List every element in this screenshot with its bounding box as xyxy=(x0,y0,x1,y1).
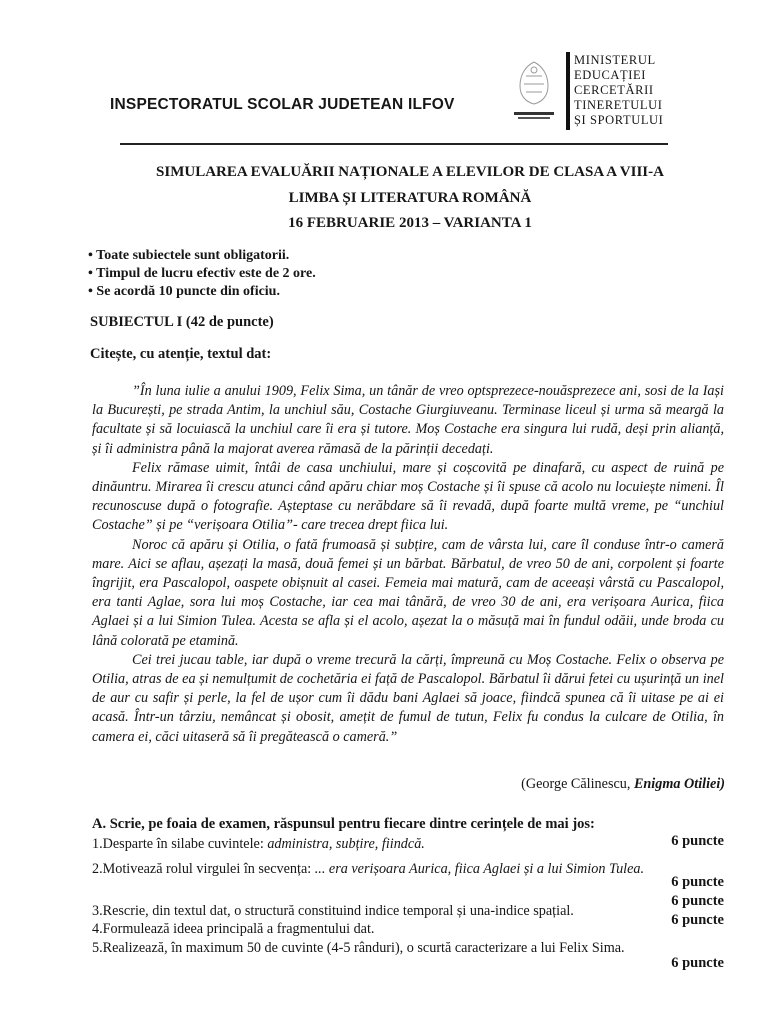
header-divider xyxy=(120,143,668,145)
requirement-2-points: 6 puncte xyxy=(671,874,724,890)
requirement-4-points: 6 puncte xyxy=(671,912,724,928)
ministry-name: MINISTERUL EDUCAȚIEI CERCETĂRII TINERETULUI ȘI SPORTULUI xyxy=(574,53,664,127)
requirement-5-points: 6 puncte xyxy=(671,955,724,971)
text-source xyxy=(430,776,725,793)
source-author: (George Călinescu, xyxy=(521,776,631,792)
rule-item: • Toate subiectele sunt obligatorii. xyxy=(88,248,290,263)
source-work: Enigma Otiliei) xyxy=(633,776,725,792)
requirement-5: 5.Realizează, în maximum 50 de cuvinte (4-5 rânduri), o scurtă caracterizare a lui Felix Sima. xyxy=(92,940,625,956)
read-instruction: Citește, cu atenție, textul dat: xyxy=(90,346,272,362)
literary-text xyxy=(92,382,724,747)
text-paragraph: ”În luna iulie a anului 1909, Felix Sima, un tânăr de vreo optsprezece-nouăsprezece ani, sosi de la Iași la București, pe strada Antim, la unchiul său, Costache Giurgiuveanu. Terminase liceul și urma să meargă la facultate și să locuiască la unchiul care îi era și tutore. Moș Costache era singura lui rudă, deși prin alianță, și îi administra până la majorat averea rămasă de la părinții decedați. xyxy=(92,383,724,457)
requirement-2: 2.Motivează rolul virgulei în secvența: ... era verișoara Aurica, fiica Aglaei și a lui Simion Tulea. xyxy=(92,861,645,877)
ministry-bar xyxy=(566,52,570,130)
subject-title: LIMBA ȘI LITERATURA ROMÂNĂ xyxy=(288,190,532,206)
text-paragraph: Cei trei jucau table, iar după o vreme trecură la cărți, împreună cu Moș Costache. Felix o observa pe Otilia, atras de ea și nemulțumit de cochetăria ei față de Pascalopol. Bărbatul îi dărui fetei cu ușurință un inel de aur cu safir și perle, la fel de ușor cum îi dădu bani Aglaei să joace, fiindcă spunea că îi uitase pe ai ei acasă. Într-un târziu, nemâncat și obosit, amețit de fumul de tutun, Felix fu condus la culcare de Otilia, în camera ei, căci uitaseră să îi pregătească o cameră.” xyxy=(92,651,724,745)
requirements-heading: A. Scrie, pe foaia de examen, răspunsul pentru fiecare dintre cerințele de mai jos: xyxy=(92,816,595,832)
subject-heading: SUBIECTUL I (42 de puncte) xyxy=(90,314,274,330)
rule-item: • Timpul de lucru efectiv este de 2 ore. xyxy=(88,266,316,281)
requirement-3-points: 6 puncte xyxy=(671,893,724,909)
requirement-1-points: 6 puncte xyxy=(671,833,724,849)
exam-title: SIMULAREA EVALUĂRII NAȚIONALE A ELEVILOR DE CLASA A VIII-A xyxy=(156,164,664,180)
requirement-4: 4.Formulează ideea principală a fragmentului dat. xyxy=(92,921,375,937)
ministry-emblem-icon xyxy=(506,56,562,126)
exam-rules xyxy=(88,247,316,301)
requirement-3: 3.Rescrie, din textul dat, o structură constituind indice temporal și una-indice spațial. xyxy=(92,903,574,919)
text-paragraph: Felix rămase uimit, întâi de casa unchiului, mare și coșcovită pe dinafară, cu aspect de ruină pe dinăuntru. Mirarea îi crescu atunci când apăru chiar moș Costache și îi spuse că acolo nu locuiește nimeni. Îl recunoscuse după o fotografie. Așteptase cu nerăbdare să îi revadă, după foarte multă vreme, pe “unchiul Costache” și pe “verișoara Otilia”- care trecea drept fiica lui. xyxy=(92,459,724,534)
rule-item: • Se acordă 10 puncte din oficiu. xyxy=(88,284,280,299)
requirement-1: 1.Desparte în silabe cuvintele: administra, subțire, fiindcă. xyxy=(92,836,425,852)
text-paragraph: Noroc că apăru și Otilia, o fată frumoasă și subțire, cam de vârsta lui, care îl conduse într-o cameră mare. Aici se aflau, așezați la masă, două femei și un bărbat. Bărbatul, de vreo 50 de ani, corpolent și foarte îngrijit, era Pascalopol, oaspete obișnuit al casei. Femeia mai matură, cam de aceeași vârstă cu Pascalopol, era tanti Aglae, sora lui moș Costache, iar cea mai tânără, de vreo 30 de ani, era verișoara Aurica, fiica Aglaei și a lui Simion Tulea. Acesta se afla și el acolo, așezat la o măsuță mai în fundul odăii, unde broda cu lână colorată pe etamină. xyxy=(92,536,724,649)
inspectorate-name: INSPECTORATUL SCOLAR JUDETEAN ILFOV xyxy=(110,96,455,113)
exam-date: 16 FEBRUARIE 2013 – VARIANTA 1 xyxy=(288,215,532,231)
